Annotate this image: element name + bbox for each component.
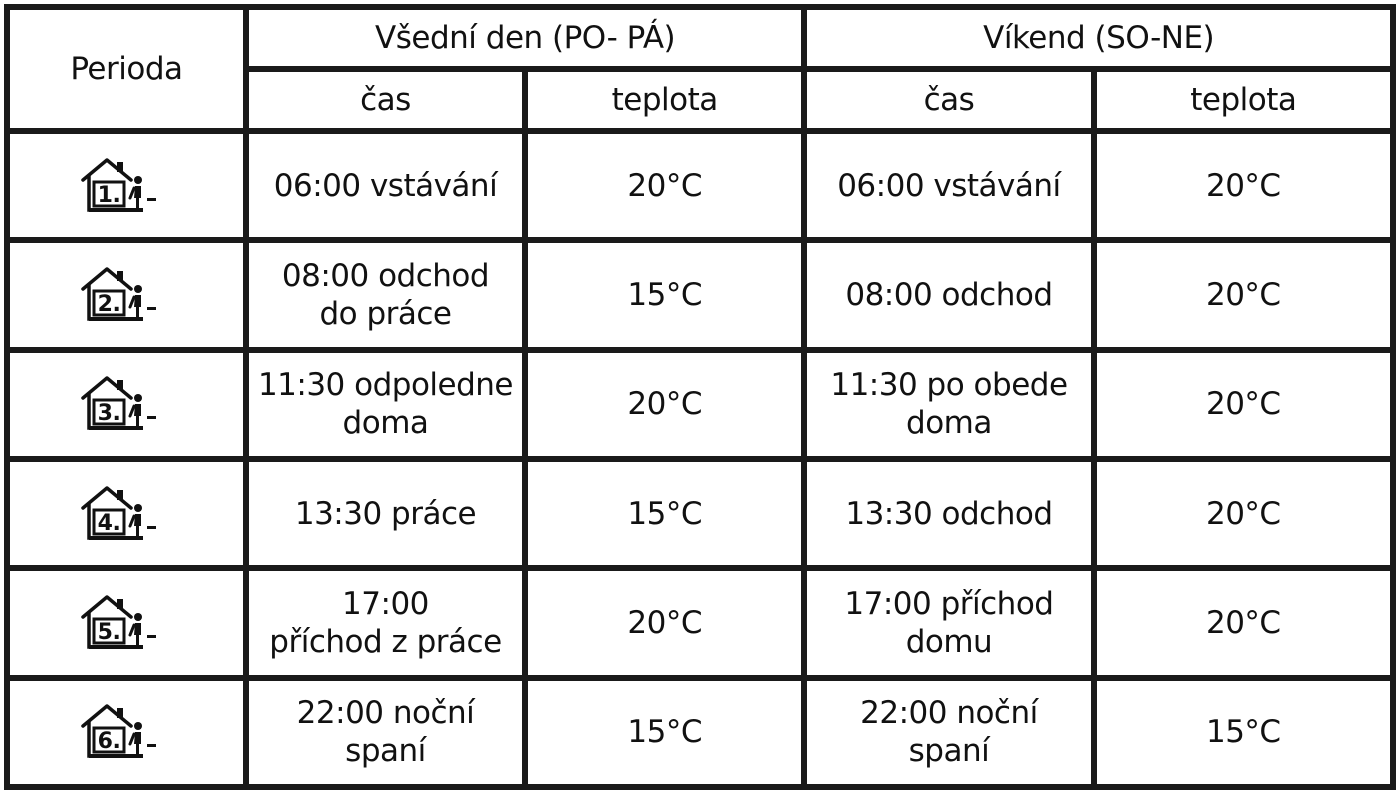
table-row bbox=[10, 571, 1390, 674]
period-number: 5. bbox=[98, 619, 121, 645]
weekday-temp-cell: 15°C bbox=[528, 243, 801, 346]
weekend-header: Víkend (SO-NE) bbox=[807, 10, 1390, 66]
table-row bbox=[10, 681, 1390, 784]
table-row bbox=[10, 134, 1390, 237]
weekday-temp-cell: 20°C bbox=[528, 571, 801, 674]
period-number: 2. bbox=[98, 291, 121, 317]
weekday-header: Všední den (PO- PÁ) bbox=[249, 10, 801, 66]
weekday-time-cell: 17:00 příchod z práce bbox=[249, 571, 522, 674]
weekend-time-cell: 13:30 odchod bbox=[807, 462, 1090, 565]
weekend-temp-cell: 20°C bbox=[1097, 571, 1390, 674]
weekday-time-cell: 11:30 odpoledne doma bbox=[249, 353, 522, 456]
weekday-temp-cell: 20°C bbox=[528, 134, 801, 237]
weekend-temp-cell: 20°C bbox=[1097, 353, 1390, 456]
weekday-temp-cell: 15°C bbox=[528, 681, 801, 784]
period-cell bbox=[10, 243, 243, 346]
home-person-icon bbox=[77, 154, 175, 218]
weekend-temp-cell: 20°C bbox=[1097, 243, 1390, 346]
weekend-temp-cell: 20°C bbox=[1097, 134, 1390, 237]
weekend-time-cell: 11:30 po obede doma bbox=[807, 353, 1090, 456]
table-row bbox=[10, 353, 1390, 456]
weekday-time-cell: 08:00 odchod do práce bbox=[249, 243, 522, 346]
weekend-temp-cell: 20°C bbox=[1097, 462, 1390, 565]
weekday-temp-header: teplota bbox=[528, 72, 801, 128]
home-person-icon bbox=[77, 482, 175, 546]
weekend-time-cell: 22:00 noční spaní bbox=[807, 681, 1090, 784]
weekday-time-header: čas bbox=[249, 72, 522, 128]
period-number: 3. bbox=[98, 401, 121, 427]
weekend-time-cell: 08:00 odchod bbox=[807, 243, 1090, 346]
weekday-time-cell: 13:30 práce bbox=[249, 462, 522, 565]
weekday-temp-cell: 20°C bbox=[528, 353, 801, 456]
weekend-time-header: čas bbox=[807, 72, 1090, 128]
period-cell bbox=[10, 134, 243, 237]
period-header: Perioda bbox=[10, 10, 243, 128]
table-row bbox=[10, 462, 1390, 565]
weekend-temp-cell: 15°C bbox=[1097, 681, 1390, 784]
home-person-icon bbox=[77, 591, 175, 655]
weekday-time-cell: 22:00 noční spaní bbox=[249, 681, 522, 784]
weekend-time-cell: 17:00 příchod domu bbox=[807, 571, 1090, 674]
weekend-temp-header: teplota bbox=[1097, 72, 1390, 128]
period-number: 4. bbox=[98, 510, 121, 536]
period-number: 6. bbox=[98, 729, 121, 755]
weekend-time-cell: 06:00 vstávání bbox=[807, 134, 1090, 237]
home-person-icon bbox=[77, 700, 175, 764]
home-person-icon bbox=[77, 263, 175, 327]
period-cell bbox=[10, 462, 243, 565]
weekday-temp-cell: 15°C bbox=[528, 462, 801, 565]
weekday-time-cell: 06:00 vstávání bbox=[249, 134, 522, 237]
period-cell bbox=[10, 681, 243, 784]
table-row bbox=[10, 243, 1390, 346]
header-row-top bbox=[10, 10, 1390, 66]
schedule-body bbox=[10, 134, 1390, 784]
heating-schedule-table bbox=[4, 4, 1396, 790]
period-cell bbox=[10, 353, 243, 456]
period-number: 1. bbox=[98, 182, 121, 208]
home-person-icon bbox=[77, 372, 175, 436]
period-cell bbox=[10, 571, 243, 674]
